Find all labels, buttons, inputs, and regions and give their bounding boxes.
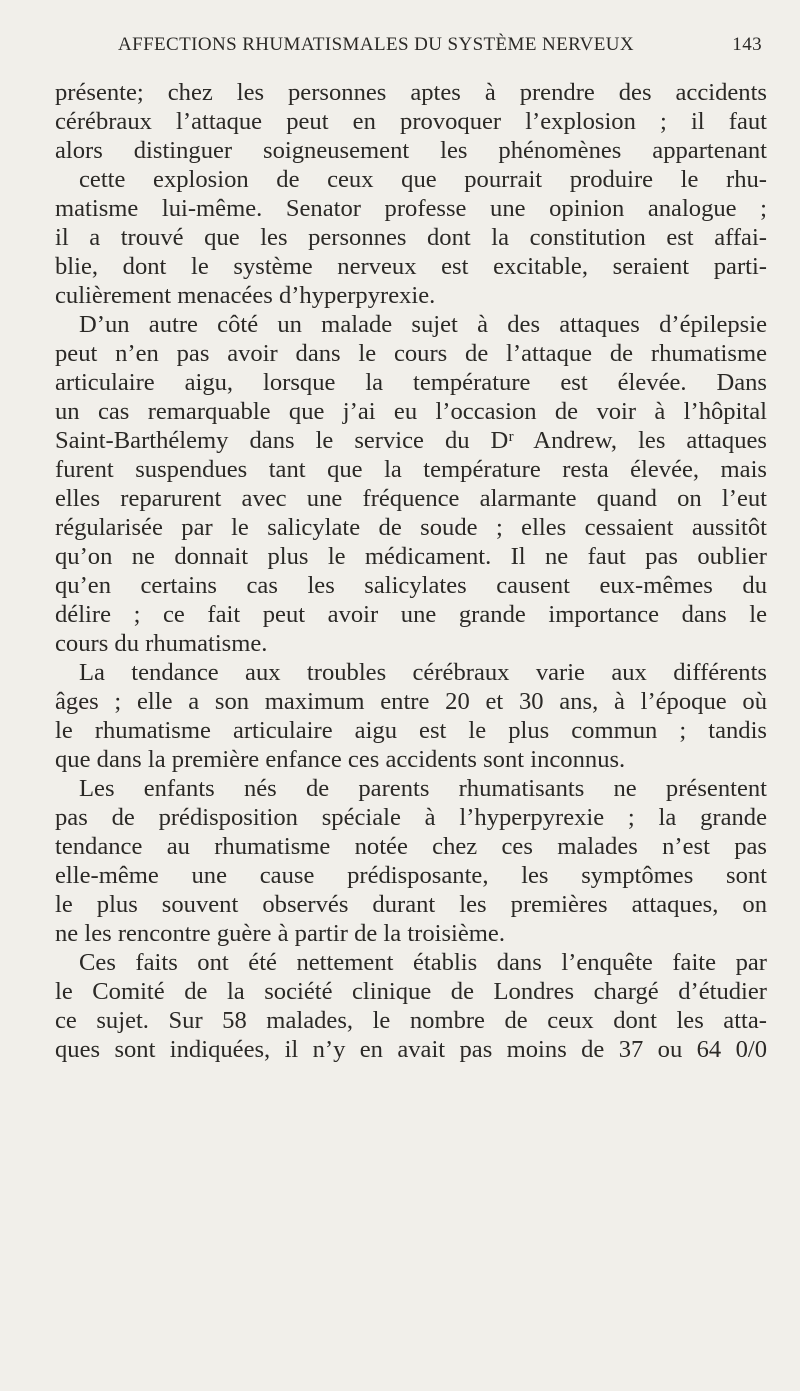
text-line: matisme lui-même. Senator professe une opinion analogue ; bbox=[55, 195, 767, 222]
text-line: elles reparurent avec une fréquence alarmante quand on l’eut bbox=[55, 485, 767, 512]
text-line: délire ; ce fait peut avoir une grande importance dans le bbox=[55, 601, 767, 628]
text-line: La tendance aux troubles cérébraux varie aux différents bbox=[79, 659, 767, 686]
text-line: furent suspendues tant que la température resta élevée, mais bbox=[55, 456, 767, 483]
text-line: ques sont indiquées, il n’y en avait pas moins de 37 ou 64 0/0 bbox=[55, 1036, 767, 1063]
text-line: ne les rencontre guère à partir de la troisième. bbox=[55, 920, 505, 947]
text-line: pas de prédisposition spéciale à l’hyperpyrexie ; la grande bbox=[55, 804, 767, 831]
running-title: AFFECTIONS RHUMATISMALES DU SYSTÈME NERVEUX bbox=[118, 34, 635, 55]
text-line: alors distinguer soigneusement les phénomènes appartenant bbox=[55, 137, 767, 164]
text-line: il a trouvé que les personnes dont la constitution est affai- bbox=[55, 224, 767, 251]
page-number: 143 bbox=[732, 34, 762, 55]
text-line: un cas remarquable que j’ai eu l’occasion de voir à l’hôpital bbox=[55, 398, 767, 425]
text-line: le plus souvent observés durant les premières attaques, on bbox=[55, 891, 767, 918]
text-line: peut n’en pas avoir dans le cours de l’attaque de rhumatisme bbox=[55, 340, 767, 367]
running-head bbox=[118, 34, 798, 60]
text-line: culièrement menacées d’hyperpyrexie. bbox=[55, 282, 436, 309]
text-line: cette explosion de ceux que pourrait produire le rhu- bbox=[79, 166, 767, 193]
text-line: cours du rhumatisme. bbox=[55, 630, 268, 657]
body-text bbox=[55, 78, 767, 1064]
text-line: elle-même une cause prédisposante, les symptômes sont bbox=[55, 862, 767, 889]
text-line: Ces faits ont été nettement établis dans l’enquête faite par bbox=[79, 949, 767, 976]
text-line: articulaire aigu, lorsque la température est élevée. Dans bbox=[55, 369, 767, 396]
text-line: qu’on ne donnait plus le médicament. Il ne faut pas oublier bbox=[55, 543, 767, 570]
text-line: ce sujet. Sur 58 malades, le nombre de ceux dont les atta- bbox=[55, 1007, 767, 1034]
text-line: Les enfants nés de parents rhumatisants ne présentent bbox=[79, 775, 767, 802]
text-line: âges ; elle a son maximum entre 20 et 30 ans, à l’époque où bbox=[55, 688, 767, 715]
text-line: le Comité de la société clinique de Londres chargé d’étudier bbox=[55, 978, 767, 1005]
text-line: blie, dont le système nerveux est excitable, seraient parti- bbox=[55, 253, 767, 280]
text-line: le rhumatisme articulaire aigu est le plus commun ; tandis bbox=[55, 717, 767, 744]
text-line: régularisée par le salicylate de soude ; elles cessaient aussitôt bbox=[55, 514, 767, 541]
text-line: que dans la première enfance ces accidents sont inconnus. bbox=[55, 746, 626, 773]
text-line: présente; chez les personnes aptes à prendre des accidents bbox=[55, 79, 767, 106]
text-line: cérébraux l’attaque peut en provoquer l’explosion ; il faut bbox=[55, 108, 767, 135]
text-line: tendance au rhumatisme notée chez ces malades n’est pas bbox=[55, 833, 767, 860]
text-line: Saint-Barthélemy dans le service du Dʳ Andrew, les attaques bbox=[55, 427, 767, 454]
text-line: qu’en certains cas les salicylates causent eux-mêmes du bbox=[55, 572, 767, 599]
text-line: D’un autre côté un malade sujet à des attaques d’épilepsie bbox=[79, 311, 767, 338]
